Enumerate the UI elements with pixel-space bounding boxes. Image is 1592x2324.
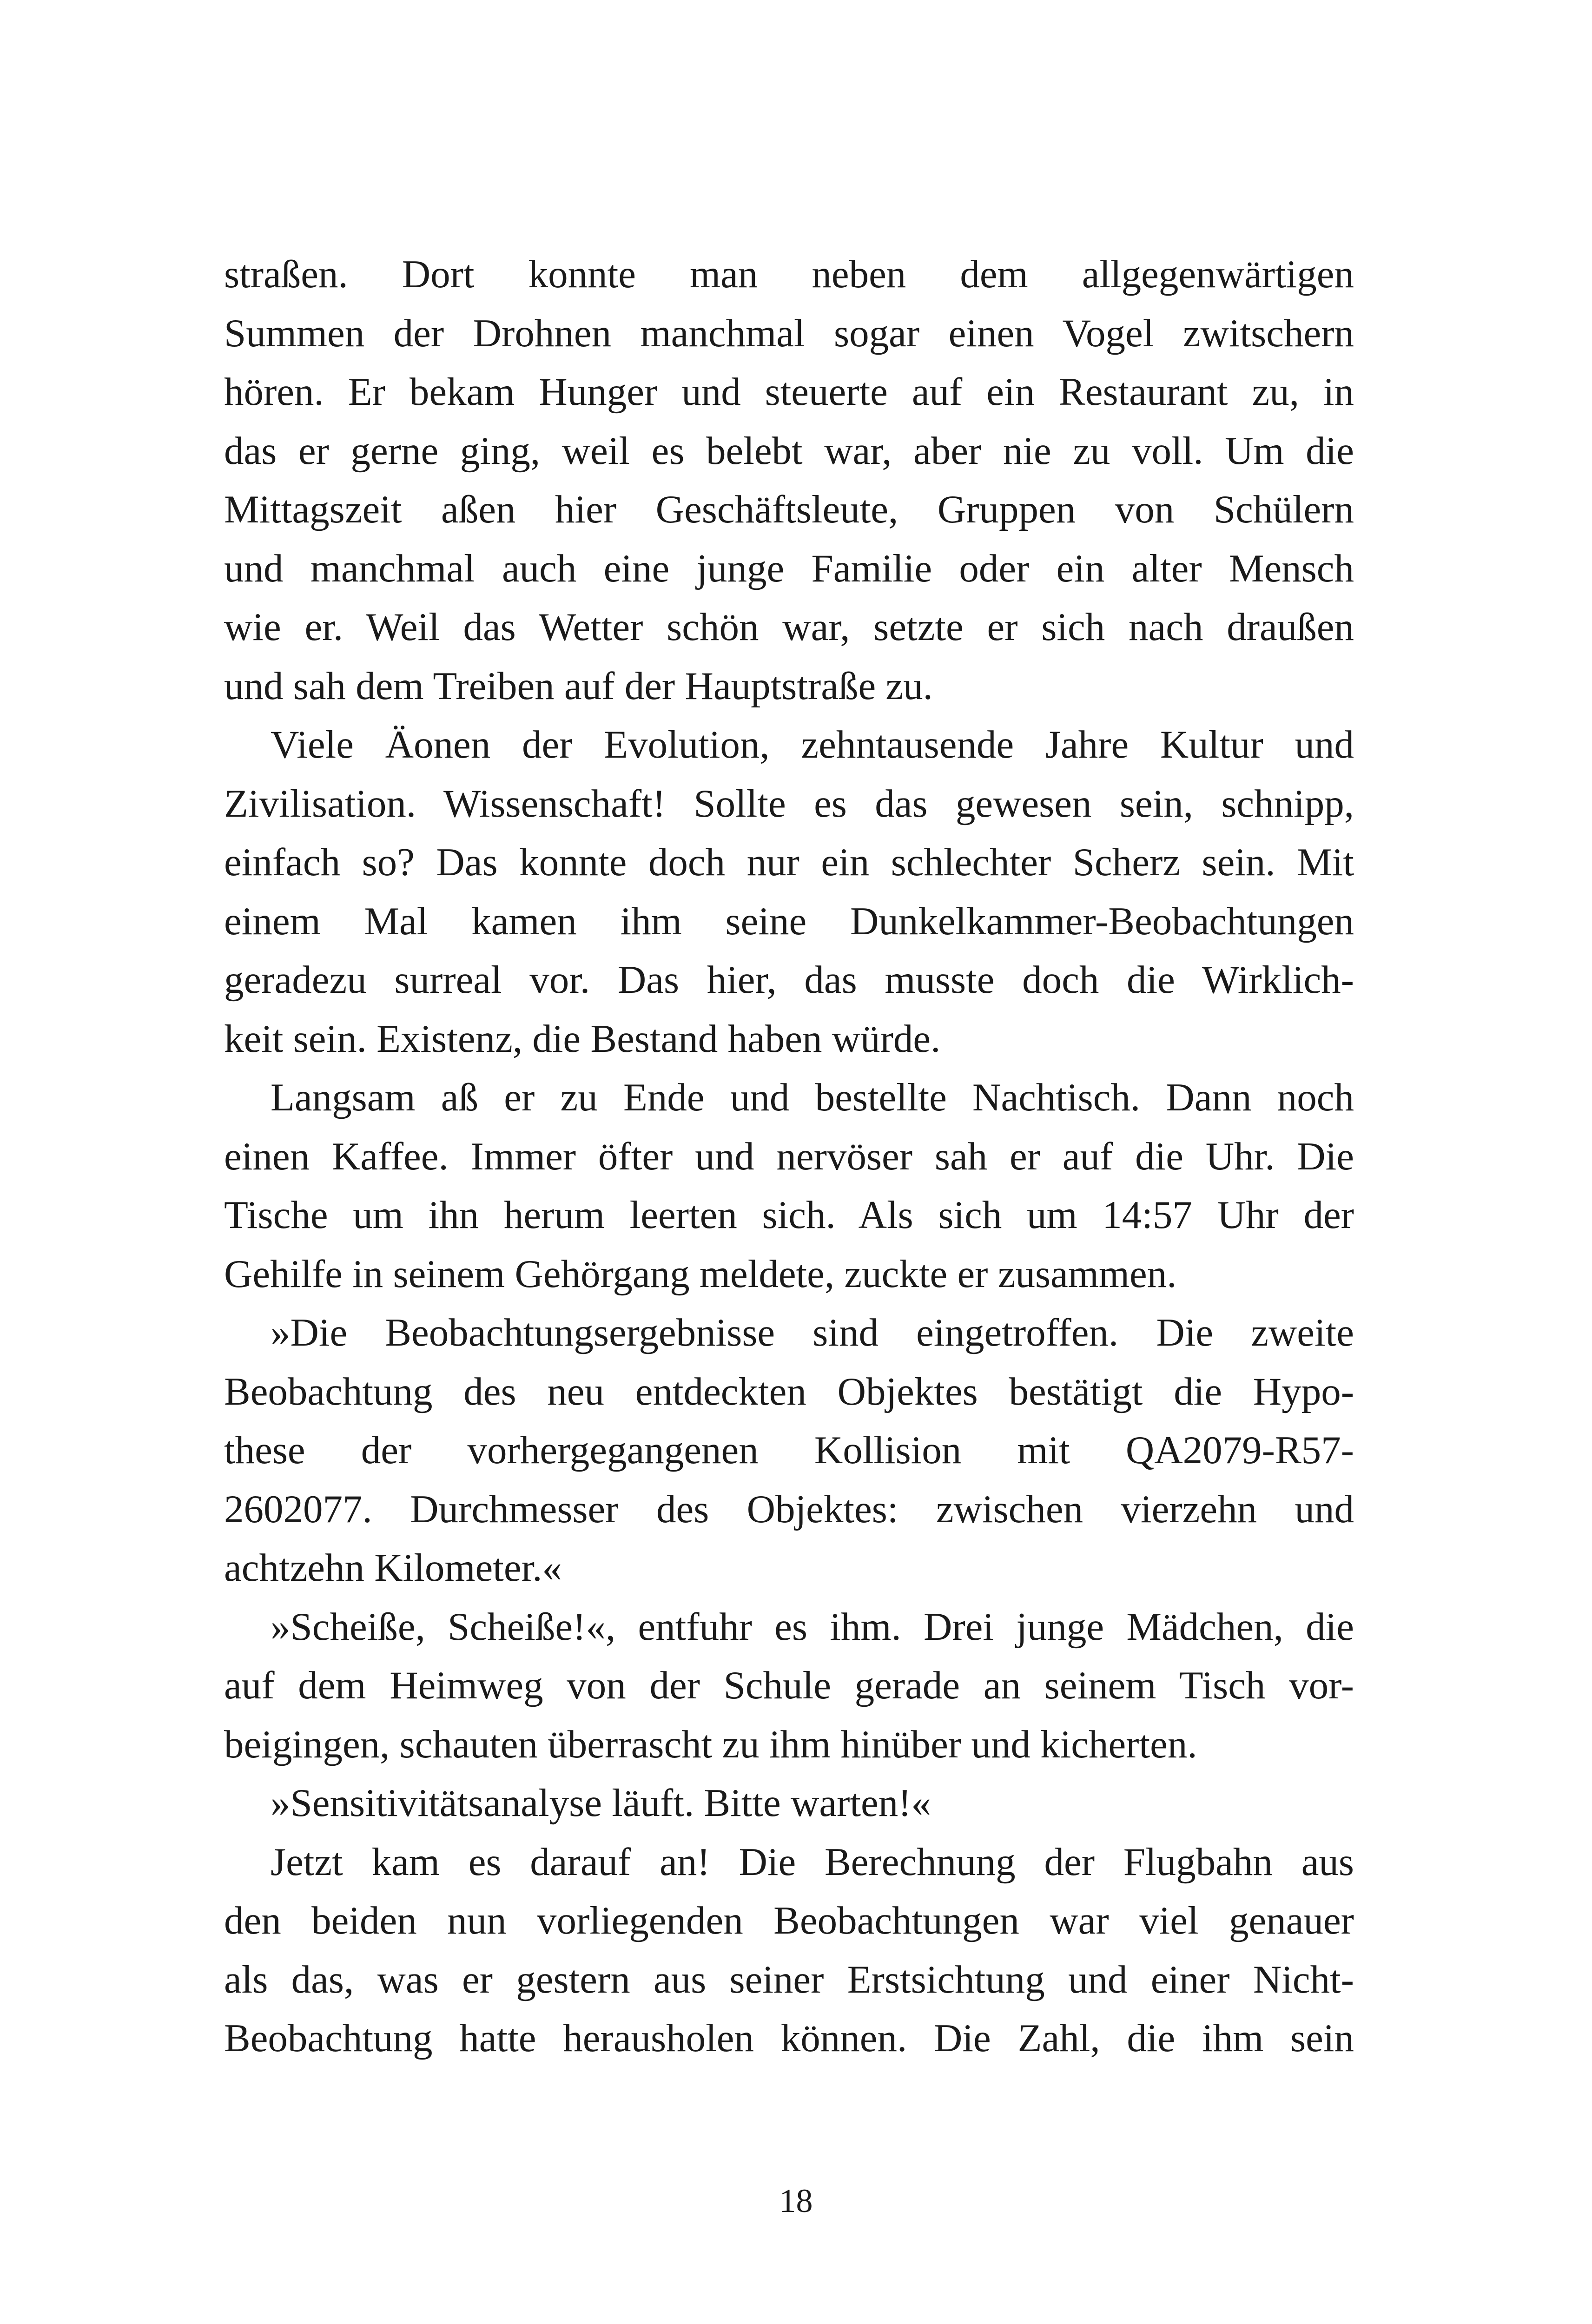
text-line: das er gerne ging, weil es belebt war, aber nie zu voll. Um die xyxy=(224,429,1354,473)
text-line: these der vorhergegangenen Kollision mit QA2079-R57- xyxy=(224,1428,1354,1472)
body-text xyxy=(224,245,1354,2068)
text-line: wie er. Weil das Wetter schön war, setzte er sich nach draußen xyxy=(224,605,1354,649)
text-line: »Scheiße, Scheiße!«, entfuhr es ihm. Drei junge Mädchen, die xyxy=(271,1604,1354,1649)
text-line: Tische um ihn herum leerten sich. Als sich um 14:57 Uhr der xyxy=(224,1193,1354,1237)
text-line: keit sein. Existenz, die Bestand haben würde. xyxy=(224,1017,941,1061)
text-line: »Die Beobachtungsergebnisse sind eingetroffen. Die zweite xyxy=(271,1311,1354,1354)
text-line: Viele Äonen der Evolution, zehntausende Jahre Kultur und xyxy=(271,723,1354,766)
text-line: und manchmal auch eine junge Familie oder ein alter Mensch xyxy=(224,546,1354,590)
text-line: einem Mal kamen ihm seine Dunkelkammer-Beobachtungen xyxy=(224,899,1354,943)
text-line: Mittagszeit aßen hier Geschäftsleute, Gruppen von Schülern xyxy=(224,488,1354,531)
text-line: einfach so? Das konnte doch nur ein schlechter Scherz sein. Mit xyxy=(224,840,1354,884)
paragraph xyxy=(224,1303,1354,1598)
paragraph xyxy=(224,1774,1354,1833)
text-line: Gehilfe in seinem Gehörgang meldete, zuckte er zusammen. xyxy=(224,1252,1177,1296)
page-number: 18 xyxy=(779,2182,813,2219)
paragraph xyxy=(224,245,1354,715)
text-line: und sah dem Treiben auf der Hauptstraße zu. xyxy=(224,664,933,708)
text-line: als das, was er gestern aus seiner Erstsichtung und einer Nicht- xyxy=(224,1957,1354,2001)
text-line: den beiden nun vorliegenden Beobachtungen war viel genauer xyxy=(224,1899,1354,1942)
text-line: beigingen, schauten überrascht zu ihm hinüber und kicherten. xyxy=(224,1722,1197,1766)
text-line: Beobachtung des neu entdeckten Objektes bestätigt die Hypo- xyxy=(224,1369,1354,1413)
text-line: Jetzt kam es darauf an! Die Berechnung der Flugbahn aus xyxy=(271,1840,1354,1884)
text-line: Langsam aß er zu Ende und bestellte Nachtisch. Dann noch xyxy=(271,1076,1354,1119)
text-line: straßen. Dort konnte man neben dem allgegenwärtigen xyxy=(224,252,1354,296)
text-line: hören. Er bekam Hunger und steuerte auf ein Restaurant zu, in xyxy=(224,370,1354,414)
paragraph xyxy=(224,715,1354,1068)
text-line: Beobachtung hatte herausholen können. Die Zahl, die ihm sein xyxy=(224,2016,1354,2060)
paragraph xyxy=(224,1598,1354,1774)
paragraph xyxy=(224,1833,1354,2068)
text-line: achtzehn Kilometer.« xyxy=(224,1546,562,1590)
text-line: einen Kaffee. Immer öfter und nervöser sah er auf die Uhr. Die xyxy=(224,1134,1354,1178)
text-line: Zivilisation. Wissenschaft! Sollte es das gewesen sein, schnipp, xyxy=(224,781,1354,825)
text-line: 2602077. Durchmesser des Objektes: zwischen vierzehn und xyxy=(224,1487,1354,1531)
text-line: auf dem Heimweg von der Schule gerade an seinem Tisch vor- xyxy=(224,1664,1354,1707)
text-line: Summen der Drohnen manchmal sogar einen Vogel zwitschern xyxy=(224,311,1354,355)
text-line: »Sensitivitätsanalyse läuft. Bitte warten!« xyxy=(271,1781,931,1825)
paragraph xyxy=(224,1068,1354,1303)
text-line: geradezu surreal vor. Das hier, das musste doch die Wirklich- xyxy=(224,958,1354,1002)
